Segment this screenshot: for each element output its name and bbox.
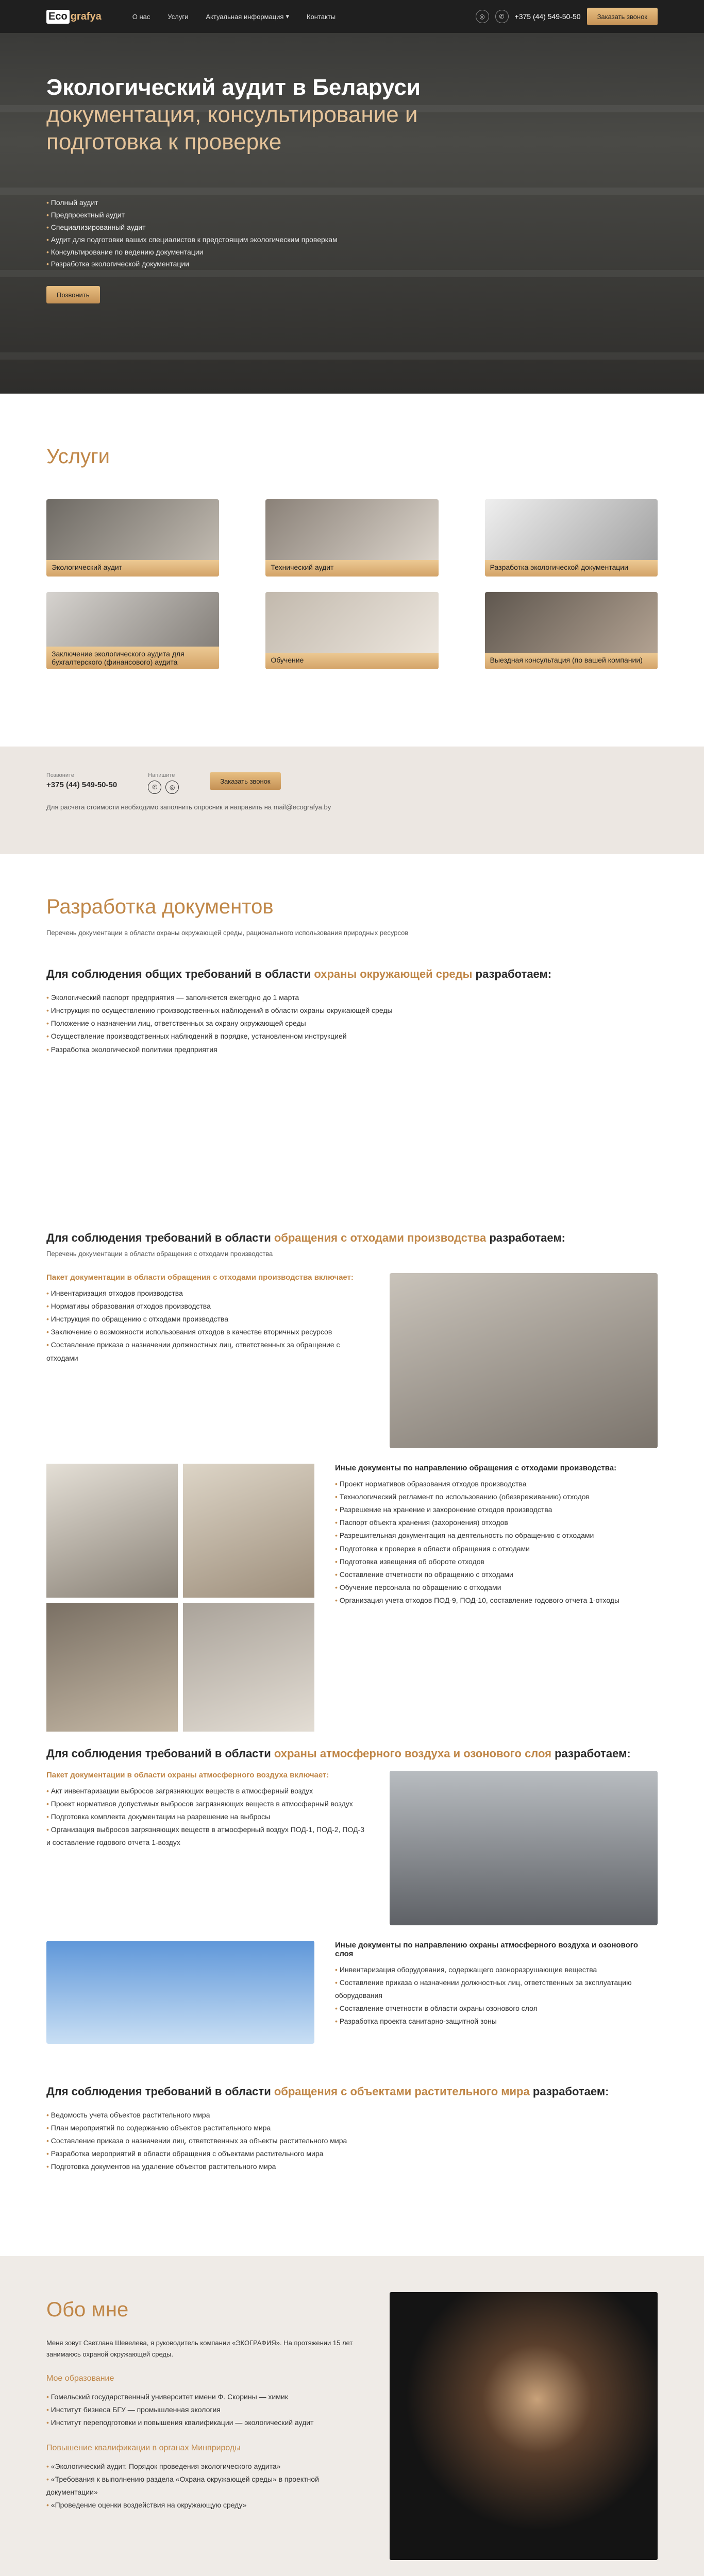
list-item: • Консультирование по ведению документации (46, 246, 366, 259)
list-item: • Составление приказа о назначении должностных лиц, ответственных за обращение с отходами (46, 1338, 369, 1364)
woman-photo (183, 1464, 314, 1598)
service-label: Разработка экологической документации (485, 560, 658, 577)
band-note: Для расчета стоимости необходимо заполнить опросник и направить на mail@ecografya.by (46, 803, 331, 811)
list-item: • Подготовка к проверке в области обращения с отходами (335, 1543, 658, 1555)
list-item: • Экологический паспорт предприятия — заполняется ежегодно до 1 марта (46, 991, 658, 1004)
service-label: Экологический аудит (46, 560, 219, 577)
instagram-icon[interactable]: ◎ (165, 781, 179, 794)
viber-icon[interactable]: ✆ (495, 10, 509, 23)
docs-sec3-sub: Пакет документации в области охраны атмосферного воздуха включает: (46, 1770, 329, 1780)
hero-title-line-2: документация, консультирование и подготовка к проверке (46, 101, 418, 155)
service-card[interactable] (485, 592, 658, 669)
list-item: • «Проведение оценки воздействия на окружающую среду» (46, 2499, 369, 2512)
list-item: • Осуществление производственных наблюдений в порядке, установленном инструкцией (46, 1030, 658, 1043)
band-phone[interactable]: +375 (44) 549-50-50 (46, 781, 118, 789)
list-item: • Составление приказа о назначении должностных лиц, ответственных за эксплуатацию оборудования (335, 1976, 658, 2002)
site-header (0, 0, 704, 33)
nav-item-info[interactable] (206, 12, 289, 21)
service-card[interactable] (485, 499, 658, 577)
list-item: • Инвентаризация оборудования, содержащего озоноразрушающие вещества (335, 1963, 658, 1976)
list-item: • Инструкция по осуществлению производственных наблюдений в области охраны окружающей среды (46, 1004, 658, 1017)
docs-section-1-title (46, 968, 658, 981)
title-accent: обращения с объектами растительного мира (274, 2084, 530, 2098)
hero-bullets (46, 197, 366, 270)
service-label: Заключение экологического аудита для бухгалтерского (финансового) аудита (46, 647, 219, 669)
list-item: • Паспорт объекта хранения (захоронения) отходов (335, 1516, 658, 1529)
list-item: • Подготовка комплекта документации на разрешение на выбросы (46, 1810, 369, 1823)
list-item: • Полный аудит (46, 197, 366, 209)
title-pre: Для соблюдения требований в области (46, 1747, 271, 1760)
title-pre: Для соблюдения общих требований в области (46, 967, 311, 980)
list-item: • Разработка экологической политики предприятия (46, 1043, 658, 1056)
logo[interactable] (46, 10, 102, 24)
title-pre: Для соблюдения требований в области (46, 2084, 271, 2098)
band-messenger-label: Напишите (148, 772, 175, 778)
list-item: • Институт переподготовки и повышения квалификации — экологический аудит (46, 2416, 369, 2429)
list-item: • Ведомость учета объектов растительного мира (46, 2109, 658, 2122)
industrial-photo (390, 1771, 658, 1925)
logo-box: Eco (46, 10, 70, 24)
list-item: • Проект нормативов образования отходов производства (335, 1478, 658, 1490)
recycling-photo (46, 1603, 178, 1732)
list-item: • Подготовка извещения об обороте отходов (335, 1555, 658, 1568)
about-intro: Меня зовут Светлана Шевелева, я руководитель компании «ЭКОГРАФИЯ». На протяжении 15 лет занимаюсь охраной окружающей среды. (46, 2338, 353, 2358)
list-item: • «Требования к выполнению раздела «Охрана окружающей среды» в проектной документации» (46, 2473, 369, 2499)
list-item: • Проект нормативов допустимых выбросов загрязняющих веществ в атмосферный воздух (46, 1798, 369, 1810)
order-call-button[interactable]: Заказать звонок (587, 8, 658, 25)
logo-text: grafya (70, 10, 102, 22)
list-item: • Технологический регламент по использованию (обезвреживанию) отходов (335, 1490, 658, 1503)
nav-item-contacts[interactable]: Контакты (307, 12, 336, 21)
list-item: • Инструкция по обращению с отходами производства (46, 1313, 369, 1326)
docs-sec2-lead: Перечень документации в области обращения с отходами производства (46, 1249, 273, 1258)
band-order-call-button[interactable]: Заказать звонок (210, 772, 280, 790)
nav-item-about[interactable]: О нас (132, 12, 150, 21)
list-item: • Аудит для подготовки ваших специалистов к предстоящим экологическим проверкам (46, 234, 366, 246)
viber-icon[interactable]: ✆ (148, 781, 161, 794)
list-item: • Акт инвентаризации выбросов загрязняющих веществ в атмосферный воздух (46, 1785, 369, 1798)
list-item: • Заключение о возможности использования отходов в качестве вторичных ресурсов (46, 1326, 369, 1338)
docs-title: Разработка документов (46, 895, 274, 918)
nav-item-services[interactable]: Услуги (167, 12, 189, 21)
qual-title: Повышение квалификации в органах Минприроды (46, 2443, 241, 2452)
title-accent: обращения с отходами производства (274, 1231, 487, 1244)
list-item: • Организация учета отходов ПОД-9, ПОД-10, составление годового отчета 1-отходы (335, 1594, 658, 1607)
list-item: • Разрешение на хранение и захоронение отходов производства (335, 1503, 658, 1516)
title-post: разработаем: (532, 2084, 609, 2098)
list-item: • Организация выбросов загрязняющих веществ в атмосферный воздух ПОД-1, ПОД-2, ПОД-3 и составление годового отчета 1-воздух (46, 1823, 369, 1849)
list-item: • Нормативы образования отходов производства (46, 1300, 369, 1313)
edu-title: Мое образование (46, 2374, 114, 2383)
factory-photo (183, 1603, 314, 1732)
list-item: • Разрешительная документация на деятельность по обращению с отходами (335, 1529, 658, 1542)
list-item: • План мероприятий по содержанию объектов растительного мира (46, 2122, 658, 2134)
service-label: Обучение (265, 653, 438, 669)
list-item: • Разработка экологической документации (46, 258, 366, 270)
docs-section-3-title (46, 1747, 658, 1760)
sky-photo (46, 1941, 314, 2044)
about-title: Обо мне (46, 2298, 129, 2321)
nav-item-info-label: Актуальная информация (206, 12, 284, 21)
title-post: разработаем: (555, 1747, 631, 1760)
instagram-icon[interactable]: ◎ (476, 10, 489, 23)
service-card[interactable] (46, 499, 219, 577)
list-item: • Обучение персонала по обращению с отходами (335, 1581, 658, 1594)
list-item: • «Экологический аудит. Порядок проведения экологического аудита» (46, 2460, 369, 2473)
contact-band (0, 747, 704, 854)
services-section (0, 394, 704, 747)
title-accent: охраны окружающей среды (314, 967, 473, 980)
title-post: разработаем: (475, 967, 552, 980)
list-item: • Предпроектный аудит (46, 209, 366, 222)
about-section (0, 2256, 704, 2576)
list-item: • Специализированный аудит (46, 222, 366, 234)
docs-sec2-sub: Пакет документации в области обращения с отходами производства включает: (46, 1273, 354, 1282)
documents-section (0, 854, 704, 2256)
hero (0, 33, 704, 394)
service-label: Технический аудит (265, 560, 438, 577)
header-phone[interactable]: +375 (44) 549-50-50 (514, 12, 581, 21)
docs-section-2-title (46, 1231, 658, 1245)
hero-call-button[interactable]: Позвонить (46, 286, 100, 303)
band-phone-label: Позвоните (46, 772, 75, 778)
list-item: • Составление отчетности по обращению с отходами (335, 1568, 658, 1581)
office-photo (390, 1273, 658, 1448)
list-item: • Разработка проекта санитарно-защитной зоны (335, 2015, 658, 2028)
hero-title-line-1: Экологический аудит в Беларуси (46, 75, 421, 100)
portrait-photo (390, 2292, 658, 2560)
service-card[interactable] (46, 592, 219, 669)
title-accent: охраны атмосферного воздуха и озонового слоя (274, 1747, 551, 1760)
services-title: Услуги (46, 445, 110, 468)
hero-title (46, 74, 469, 156)
waste-photo (46, 1464, 178, 1598)
list-item: • Гомельский государственный университет имени Ф. Скорины — химик (46, 2391, 369, 2403)
list-item: • Разработка мероприятий в области обращения с объектами растительного мира (46, 2147, 658, 2160)
docs-section-4-title (46, 2085, 658, 2098)
list-item: • Подготовка документов на удаление объектов растительного мира (46, 2160, 658, 2173)
docs-sec3-other: Иные документы по направлению охраны атмосферного воздуха и озонового слоя (335, 1940, 638, 1958)
list-item: • Положение о назначении лиц, ответственных за охрану окружающей среды (46, 1017, 658, 1030)
service-card[interactable] (265, 592, 438, 669)
service-card[interactable] (265, 499, 438, 577)
title-post: разработаем: (489, 1231, 565, 1244)
title-pre: Для соблюдения требований в области (46, 1231, 271, 1244)
docs-sec2-other: Иные документы по направлению обращения с отходами производства: (335, 1463, 617, 1472)
list-item: • Инвентаризация отходов производства (46, 1287, 369, 1300)
chevron-down-icon: ▾ (286, 12, 289, 20)
list-item: • Составление отчетности в области охраны озонового слоя (335, 2002, 658, 2015)
docs-lead: Перечень документации в области охраны окружающей среды, рационального использования природных ресурсов (46, 928, 409, 937)
service-label: Выездная консультация (по вашей компании) (485, 653, 658, 669)
list-item: • Институт бизнеса БГУ — промышленная экология (46, 2403, 369, 2416)
list-item: • Составление приказа о назначении лиц, ответственных за объекты растительного мира (46, 2134, 658, 2147)
main-nav (132, 12, 336, 21)
